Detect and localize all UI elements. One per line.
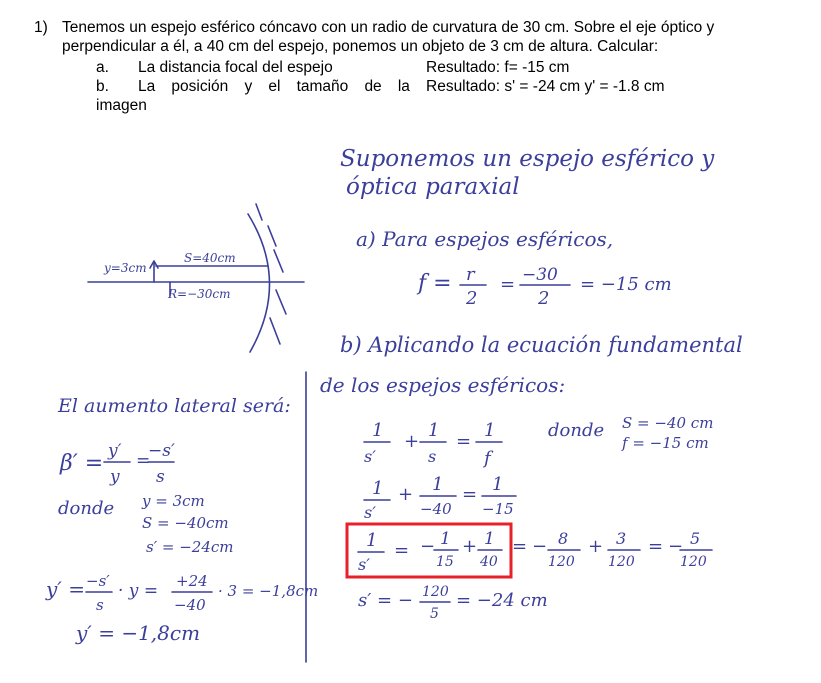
part-b-word: la: [397, 78, 410, 95]
op-plus: +: [404, 431, 420, 452]
part-b-word: el: [268, 78, 281, 95]
num-1: 1: [492, 474, 504, 495]
mirror-curve: [248, 214, 270, 352]
yp-final: y′ = −1,8cm: [76, 621, 201, 645]
highlighted-equation: [358, 529, 502, 574]
part-b-result: Resultado: s' = -24 cm y' = -1.8 cm: [426, 78, 665, 95]
donde-2: donde: [58, 498, 115, 519]
where-s-prime: s′ = −24cm: [146, 538, 234, 556]
den-15: 15: [436, 554, 454, 570]
part-b-question-continued: imagen: [96, 97, 147, 114]
num-1: 1: [372, 420, 384, 441]
num-1: 1: [366, 530, 378, 551]
where-s: S = −40 cm: [622, 414, 714, 432]
mirror-equation: [364, 420, 502, 469]
where-label: donde: [548, 420, 605, 441]
diagram-r-label: R=−30cm: [168, 287, 231, 301]
num-1: 1: [484, 420, 496, 441]
den-40: 40: [480, 554, 498, 570]
part-b-word: La: [138, 78, 156, 95]
focal-f: f =: [418, 271, 452, 296]
num-y-prime: y′: [108, 441, 122, 461]
op-eq: =: [456, 431, 472, 452]
where-s-2: S = −40cm: [142, 514, 229, 532]
num-120: 120: [422, 584, 449, 600]
num-1: 1: [440, 529, 451, 549]
den-y: y: [110, 467, 120, 487]
op-minus: −: [668, 536, 684, 557]
result-s-prime-value: = −24 cm: [456, 590, 548, 611]
focal-result: = −15 cm: [580, 274, 672, 295]
hw-part-b-title-2: de los espejos esféricos:: [320, 373, 566, 397]
part-b-letter: b.: [96, 78, 109, 95]
op-eq: =: [648, 536, 664, 557]
part-b-word: de: [364, 78, 382, 95]
problem-number: 1): [34, 19, 48, 36]
den-120: 120: [608, 554, 635, 570]
den-minus-40: −40: [420, 500, 452, 518]
num-1: 1: [372, 478, 384, 499]
num-5: 5: [690, 529, 701, 548]
diagram-y-label: y=3cm: [104, 261, 147, 275]
focal-r: r: [466, 264, 475, 285]
den-minus-40: −40: [174, 596, 206, 614]
op-eq: =: [462, 484, 478, 505]
den-f: f: [484, 448, 491, 469]
op-minus: −: [532, 536, 548, 557]
image-position-result: [358, 584, 548, 622]
op-eq: =: [394, 540, 410, 561]
result-s-prime: s′ = −: [358, 590, 413, 611]
part-b-word: y: [244, 78, 253, 95]
mirror-hatch: [270, 318, 280, 344]
den-s: s: [428, 447, 437, 466]
mirror-hatch: [268, 226, 276, 246]
lateral-title: El aumento lateral será:: [58, 395, 291, 417]
op-plus: +: [462, 536, 478, 557]
den-s: s: [156, 467, 165, 487]
den-s-prime: s′: [358, 555, 370, 574]
focal-length-formula: [416, 264, 672, 309]
dot-y: · y =: [118, 581, 159, 601]
num-1: 1: [432, 474, 444, 495]
num-8: 8: [558, 529, 569, 548]
mirror-hatch: [256, 204, 262, 220]
num-24: +24: [176, 572, 208, 590]
num-minus-s-prime: −s′: [148, 441, 175, 461]
op-plus: +: [588, 536, 604, 557]
den-120: 120: [680, 554, 707, 570]
den-minus-15: −15: [482, 500, 514, 518]
focal-num: −30: [522, 265, 558, 285]
part-a-result: Resultado: f= -15 cm: [426, 59, 570, 76]
beta-lhs: β′ =: [60, 451, 104, 476]
part-a-letter: a.: [96, 59, 109, 76]
op-eq: =: [136, 451, 151, 471]
op-plus: +: [398, 484, 414, 505]
hw-part-a-title: a) Para espejos esféricos,: [356, 227, 614, 251]
op-eq: =: [512, 536, 528, 557]
den-120: 120: [548, 554, 575, 570]
part-b-word: tamaño: [296, 78, 349, 95]
yp-lhs: y′ =: [46, 577, 85, 601]
op-minus: −: [420, 536, 436, 557]
substituted-equation: [364, 474, 516, 522]
combined-fractions: [512, 529, 712, 570]
part-a-question: La distancia focal del espejo: [138, 59, 333, 76]
mirror-hatch: [274, 250, 283, 272]
image-height-calc: [45, 572, 318, 614]
where-y: y = 3cm: [142, 492, 205, 510]
hw-intro-line-2: óptica paraxial: [346, 174, 520, 200]
focal-two-b: 2: [538, 288, 550, 309]
den-s: s: [96, 596, 104, 614]
hw-intro-line-1: Suponemos un espejo esférico y: [340, 146, 715, 172]
hw-part-b-title: b) Aplicando la ecuación fundamental: [340, 333, 743, 357]
den-s-prime: s′: [364, 447, 376, 466]
focal-eq: =: [500, 274, 516, 295]
num-1: 1: [428, 420, 440, 441]
num-minus-s-prime: −s′: [86, 572, 110, 590]
focal-two-a: 2: [466, 288, 478, 309]
den-s-prime: s′: [364, 503, 376, 522]
den-5: 5: [430, 606, 439, 622]
where-f: f = −15 cm: [622, 434, 709, 452]
num-3: 3: [616, 529, 627, 548]
part-b-word: posición: [171, 78, 229, 95]
problem-text: Tenemos un espejo esférico cóncavo con un radio de curvatura de 30 cm. Sobre el eje óptico y perpendicular a él, a 40 cm del espejo, ponemos un objeto de 3 cm de altura. Calcular:: [62, 19, 715, 55]
num-1: 1: [484, 529, 495, 549]
yp-tail: · 3 = −1,8cm: [218, 582, 319, 600]
mirror-diagram: [88, 204, 304, 352]
diagram-s-label: S=40cm: [184, 251, 236, 265]
lateral-formula: [59, 441, 175, 487]
mirror-hatch: [276, 290, 286, 314]
